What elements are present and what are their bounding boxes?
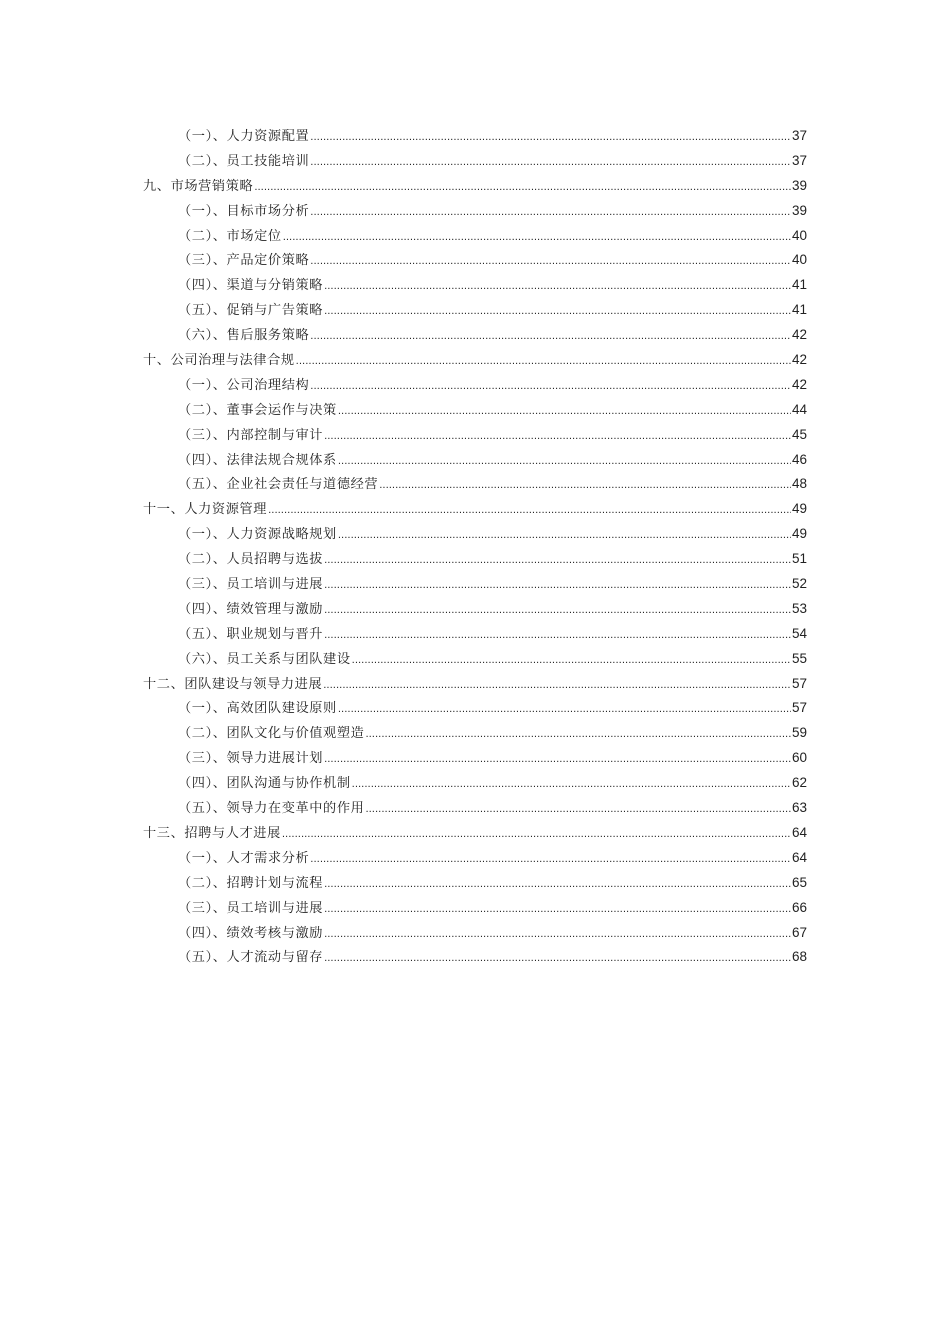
- toc-page-number: 59: [791, 725, 807, 741]
- toc-chapter-entry[interactable]: [143, 174, 807, 199]
- toc-entry-title: （四）、团队沟通与协作机制: [178, 776, 351, 792]
- toc-entry-title: （二）、董事会运作与决策: [178, 402, 337, 418]
- toc-page-number: 41: [791, 302, 807, 318]
- toc-entry-title: （三）、员工培训与进展: [178, 577, 324, 593]
- toc-section-entry[interactable]: [143, 248, 807, 273]
- toc-dot-leader: [310, 847, 791, 873]
- toc-dot-leader: [310, 249, 791, 275]
- toc-dot-leader: [324, 548, 791, 574]
- toc-page-number: 51: [791, 551, 807, 567]
- toc-chapter-entry[interactable]: [143, 672, 807, 697]
- toc-chapter-entry[interactable]: [143, 821, 807, 846]
- toc-dot-leader: [365, 722, 791, 748]
- toc-entry-title: （一）、人力资源战略规划: [178, 527, 337, 543]
- toc-entry-title: （五）、促销与广告策略: [178, 303, 324, 319]
- toc-dot-leader: [324, 623, 791, 649]
- toc-dot-leader: [296, 349, 791, 375]
- toc-entry-title: 十三、招聘与人才进展: [143, 825, 281, 841]
- toc-page-number: 60: [791, 750, 807, 766]
- toc-page-number: 68: [791, 949, 807, 965]
- table-of-contents: [143, 124, 807, 970]
- toc-page-number: 39: [791, 202, 807, 218]
- toc-entry-title: （一）、目标市场分析: [178, 203, 310, 219]
- toc-dot-leader: [324, 299, 791, 325]
- toc-section-entry[interactable]: [143, 298, 807, 323]
- toc-section-entry[interactable]: [143, 896, 807, 921]
- toc-dot-leader: [324, 598, 791, 624]
- toc-dot-leader: [310, 150, 791, 176]
- toc-dot-leader: [324, 747, 791, 773]
- toc-dot-leader: [338, 697, 791, 723]
- toc-dot-leader: [310, 125, 791, 151]
- toc-section-entry[interactable]: [143, 945, 807, 970]
- toc-chapter-entry[interactable]: [143, 497, 807, 522]
- toc-page-number: 42: [791, 327, 807, 343]
- toc-page-number: 64: [791, 824, 807, 840]
- toc-dot-leader: [323, 673, 791, 699]
- toc-page-number: 66: [791, 899, 807, 915]
- toc-entry-title: （五）、企业社会责任与道德经营: [178, 477, 379, 493]
- toc-section-entry[interactable]: [143, 921, 807, 946]
- toc-section-entry[interactable]: [143, 572, 807, 597]
- toc-section-entry[interactable]: [143, 647, 807, 672]
- toc-entry-title: 十一、人力资源管理: [143, 502, 268, 518]
- toc-section-entry[interactable]: [143, 547, 807, 572]
- toc-page-number: 37: [791, 152, 807, 168]
- toc-dot-leader: [338, 523, 791, 549]
- toc-entry-title: （二）、人员招聘与选拔: [178, 552, 324, 568]
- toc-page-number: 65: [791, 874, 807, 890]
- toc-section-entry[interactable]: [143, 323, 807, 348]
- toc-entry-title: （三）、产品定价策略: [178, 253, 310, 269]
- toc-section-entry[interactable]: [143, 124, 807, 149]
- toc-entry-title: （五）、职业规划与晋升: [178, 626, 324, 642]
- toc-entry-title: （二）、团队文化与价值观塑造: [178, 726, 365, 742]
- toc-page-number: 49: [791, 501, 807, 517]
- toc-page-number: 45: [791, 426, 807, 442]
- toc-dot-leader: [324, 922, 791, 948]
- toc-entry-title: （六）、售后服务策略: [178, 328, 310, 344]
- toc-dot-leader: [352, 772, 791, 798]
- toc-dot-leader: [324, 946, 791, 972]
- toc-dot-leader: [352, 648, 791, 674]
- toc-section-entry[interactable]: [143, 472, 807, 497]
- toc-entry-title: （三）、内部控制与审计: [178, 427, 324, 443]
- toc-section-entry[interactable]: [143, 448, 807, 473]
- toc-section-entry[interactable]: [143, 721, 807, 746]
- toc-dot-leader: [282, 822, 791, 848]
- toc-section-entry[interactable]: [143, 871, 807, 896]
- toc-section-entry[interactable]: [143, 597, 807, 622]
- toc-entry-title: （四）、法律法规合规体系: [178, 452, 337, 468]
- toc-section-entry[interactable]: [143, 796, 807, 821]
- toc-page-number: 55: [791, 650, 807, 666]
- toc-page-number: 54: [791, 625, 807, 641]
- toc-entry-title: 十、公司治理与法律合规: [143, 353, 295, 369]
- toc-section-entry[interactable]: [143, 149, 807, 174]
- toc-entry-title: （二）、员工技能培训: [178, 153, 310, 169]
- toc-dot-leader: [324, 872, 791, 898]
- toc-entry-title: （一）、人才需求分析: [178, 850, 310, 866]
- toc-page-number: 39: [791, 177, 807, 193]
- toc-section-entry[interactable]: [143, 771, 807, 796]
- toc-page-number: 42: [791, 376, 807, 392]
- toc-entry-title: （五）、人才流动与留存: [178, 950, 324, 966]
- toc-entry-title: （二）、市场定位: [178, 228, 282, 244]
- toc-section-entry[interactable]: [143, 199, 807, 224]
- toc-dot-leader: [379, 473, 791, 499]
- toc-dot-leader: [365, 797, 791, 823]
- toc-page-number: 40: [791, 252, 807, 268]
- toc-entry-title: 九、市场营销策略: [143, 178, 254, 194]
- toc-section-entry[interactable]: [143, 622, 807, 647]
- toc-entry-title: （六）、员工关系与团队建设: [178, 651, 351, 667]
- toc-page-number: 46: [791, 451, 807, 467]
- toc-entry-title: （三）、领导力进展计划: [178, 751, 324, 767]
- toc-dot-leader: [324, 274, 791, 300]
- toc-page-number: 64: [791, 849, 807, 865]
- toc-dot-leader: [254, 175, 791, 201]
- toc-page-number: 44: [791, 401, 807, 417]
- toc-entry-title: （三）、员工培训与进展: [178, 900, 324, 916]
- toc-dot-leader: [338, 449, 791, 475]
- toc-dot-leader: [268, 498, 791, 524]
- toc-entry-title: （四）、渠道与分销策略: [178, 278, 324, 294]
- toc-page-number: 41: [791, 277, 807, 293]
- toc-page-number: 62: [791, 775, 807, 791]
- toc-entry-title: （四）、绩效管理与激励: [178, 601, 324, 617]
- toc-dot-leader: [310, 374, 791, 400]
- toc-dot-leader: [338, 399, 791, 425]
- toc-entry-title: （一）、公司治理结构: [178, 377, 310, 393]
- toc-section-entry[interactable]: [143, 696, 807, 721]
- toc-dot-leader: [283, 225, 791, 251]
- toc-dot-leader: [310, 200, 791, 226]
- toc-section-entry[interactable]: [143, 224, 807, 249]
- toc-dot-leader: [324, 897, 791, 923]
- toc-entry-title: （四）、绩效考核与激励: [178, 925, 324, 941]
- toc-entry-title: 十二、团队建设与领导力进展: [143, 676, 323, 692]
- toc-page-number: 63: [791, 800, 807, 816]
- toc-section-entry[interactable]: [143, 746, 807, 771]
- toc-page-number: 53: [791, 600, 807, 616]
- toc-page-number: 57: [791, 700, 807, 716]
- toc-chapter-entry[interactable]: [143, 348, 807, 373]
- toc-page-number: 67: [791, 924, 807, 940]
- toc-section-entry[interactable]: [143, 398, 807, 423]
- toc-entry-title: （一）、人力资源配置: [178, 129, 310, 144]
- toc-page-number: 49: [791, 526, 807, 542]
- toc-section-entry[interactable]: [143, 846, 807, 871]
- toc-section-entry[interactable]: [143, 373, 807, 398]
- toc-page-number: 37: [791, 128, 807, 143]
- toc-section-entry[interactable]: [143, 273, 807, 298]
- toc-dot-leader: [324, 424, 791, 450]
- toc-dot-leader: [310, 324, 791, 350]
- toc-dot-leader: [324, 573, 791, 599]
- toc-page-number: 40: [791, 227, 807, 243]
- toc-entry-title: （二）、招聘计划与流程: [178, 875, 324, 891]
- toc-page-number: 42: [791, 352, 807, 368]
- toc-section-entry[interactable]: [143, 522, 807, 547]
- toc-page-number: 48: [791, 476, 807, 492]
- toc-entry-title: （五）、领导力在变革中的作用: [178, 801, 365, 817]
- toc-section-entry[interactable]: [143, 423, 807, 448]
- toc-entry-title: （一）、高效团队建设原则: [178, 701, 337, 717]
- toc-page-number: 52: [791, 576, 807, 592]
- toc-page-number: 57: [791, 675, 807, 691]
